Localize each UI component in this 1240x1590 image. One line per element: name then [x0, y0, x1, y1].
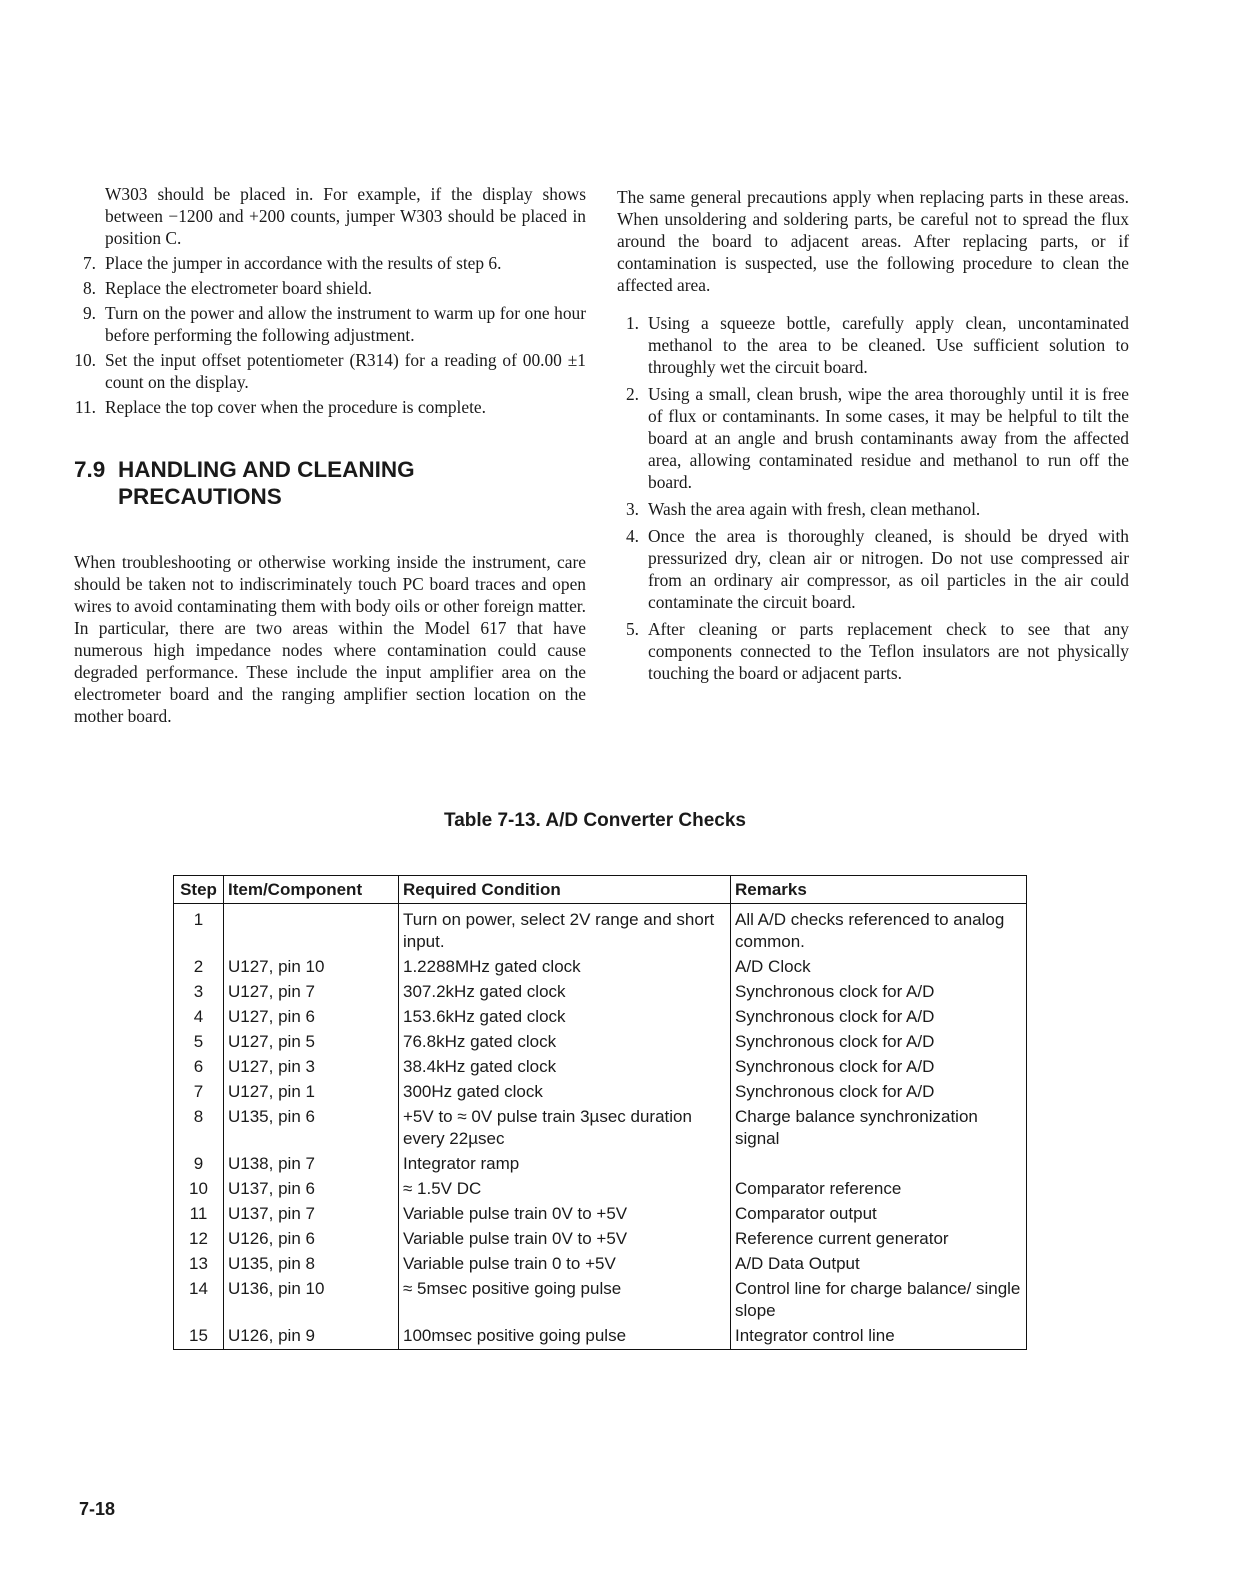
step-text: Using a squeeze bottle, carefully apply clean, uncontaminated methanol to the area to be cleaned. Use sufficient solution to throughly wet the circuit board.	[648, 313, 1129, 377]
remarks-cell: Reference current generator	[731, 1227, 1027, 1252]
step-number: 3.	[625, 499, 639, 519]
component-cell: U137, pin 6	[224, 1177, 399, 1202]
step-cell: 2	[174, 955, 224, 980]
remarks-cell: A/D Clock	[731, 955, 1027, 980]
table-row	[174, 1152, 1027, 1177]
table-row	[174, 1105, 1027, 1152]
condition-cell: Turn on power, select 2V range and short input.	[399, 904, 731, 956]
list-item	[74, 302, 586, 346]
condition-cell: Variable pulse train 0 to +5V	[399, 1252, 731, 1277]
list-item	[617, 498, 1129, 520]
table-row	[174, 1227, 1027, 1252]
step-text: After cleaning or parts replacement check to see that any components connected to the Teflon insulators are not physically touching the board or adjacent parts.	[648, 619, 1129, 683]
step-text: Replace the electrometer board shield.	[105, 278, 373, 298]
step-number: 8.	[82, 278, 96, 298]
table-title: Table 7-13. A/D Converter Checks	[444, 810, 746, 831]
step-cell: 1	[174, 904, 224, 956]
component-cell: U127, pin 1	[224, 1080, 399, 1105]
step-text: Set the input offset potentiometer (R314) for a reading of 00.00 ±1 count on the display.	[105, 350, 586, 392]
table-row	[174, 1030, 1027, 1055]
table-row	[174, 1055, 1027, 1080]
step-cell: 11	[174, 1202, 224, 1227]
left-column	[74, 183, 586, 727]
step-number: 1.	[625, 313, 639, 333]
step-cell: 7	[174, 1080, 224, 1105]
body-paragraph: The same general precautions apply when replacing parts in these areas. When unsoldering and soldering parts, be careful not to spread the flux around the board to adjacent areas. After replacing parts, or if contamination is suspected, use the following procedure to clean the affected area.	[617, 187, 1129, 295]
component-cell: U127, pin 7	[224, 980, 399, 1005]
step-number: 4.	[625, 526, 639, 546]
column-header-remarks: Remarks	[731, 876, 1027, 904]
list-item	[74, 349, 586, 393]
table-row	[174, 1202, 1027, 1227]
section-number: 7.9	[74, 457, 106, 482]
condition-cell: 100msec positive going pulse	[399, 1324, 731, 1350]
list-item	[617, 618, 1129, 684]
table-row	[174, 955, 1027, 980]
step-text: Once the area is thoroughly cleaned, is should be dryed with pressurized dry, clean air or nitrogen. Do not use compressed air from an ordinary air compressor, as oil particles in the air could contaminate the circuit board.	[648, 526, 1129, 612]
page-number: 7-18	[79, 1499, 116, 1519]
condition-cell: ≈ 1.5V DC	[399, 1177, 731, 1202]
step-cell: 14	[174, 1277, 224, 1324]
remarks-cell: Control line for charge balance/ single slope	[731, 1277, 1027, 1324]
section-title-line-2: PRECAUTIONS	[118, 484, 282, 509]
section-title-line-1: HANDLING AND CLEANING	[118, 457, 415, 482]
remarks-cell: Comparator output	[731, 1202, 1027, 1227]
remarks-cell: Integrator control line	[731, 1324, 1027, 1350]
component-cell: U126, pin 9	[224, 1324, 399, 1350]
remarks-cell: A/D Data Output	[731, 1252, 1027, 1277]
step-number: 9.	[82, 303, 96, 323]
list-item	[617, 312, 1129, 378]
component-cell: U127, pin 5	[224, 1030, 399, 1055]
list-item	[74, 396, 586, 418]
step-cell: 12	[174, 1227, 224, 1252]
remarks-cell: Charge balance synchronization signal	[731, 1105, 1027, 1152]
body-paragraph: When troubleshooting or otherwise working inside the instrument, care should be taken not to indiscriminately touch PC board traces and open wires to avoid contaminating them with body oils or other foreign matter. In particular, there are two areas within the Model 617 that have numerous high impedance nodes where contamination could cause degraded performance. These include the input amplifier area on the electrometer board and the ranging amplifier section location on the mother board.	[74, 552, 586, 726]
component-cell: U138, pin 7	[224, 1152, 399, 1177]
component-cell: U127, pin 6	[224, 1005, 399, 1030]
remarks-cell: Synchronous clock for A/D	[731, 1005, 1027, 1030]
section-heading	[74, 456, 586, 510]
condition-cell: 307.2kHz gated clock	[399, 980, 731, 1005]
step-number: 10.	[74, 350, 96, 370]
step-cell: 13	[174, 1252, 224, 1277]
step-cell: 6	[174, 1055, 224, 1080]
component-cell: U135, pin 6	[224, 1105, 399, 1152]
condition-cell: 153.6kHz gated clock	[399, 1005, 731, 1030]
list-item	[617, 383, 1129, 493]
table-row	[174, 1324, 1027, 1350]
condition-cell: 1.2288MHz gated clock	[399, 955, 731, 980]
step-cell: 9	[174, 1152, 224, 1177]
remarks-cell: Synchronous clock for A/D	[731, 1055, 1027, 1080]
remarks-cell: Comparator reference	[731, 1177, 1027, 1202]
ad-converter-checks-table	[173, 875, 1027, 1350]
condition-cell: 38.4kHz gated clock	[399, 1055, 731, 1080]
step-text: Replace the top cover when the procedure is complete.	[105, 397, 486, 417]
list-item	[617, 525, 1129, 613]
step-cell: 8	[174, 1105, 224, 1152]
list-item	[74, 277, 586, 299]
condition-cell: 300Hz gated clock	[399, 1080, 731, 1105]
adjustment-steps	[74, 252, 586, 418]
condition-cell: +5V to ≈ 0V pulse train 3µsec duration every 22µsec	[399, 1105, 731, 1152]
component-cell: U127, pin 3	[224, 1055, 399, 1080]
table-row	[174, 1080, 1027, 1105]
remarks-cell	[731, 1152, 1027, 1177]
step-cell: 5	[174, 1030, 224, 1055]
remarks-cell: Synchronous clock for A/D	[731, 1030, 1027, 1055]
component-cell: U126, pin 6	[224, 1227, 399, 1252]
column-header-required-condition: Required Condition	[399, 876, 731, 904]
list-item	[74, 252, 586, 274]
step-cell: 4	[174, 1005, 224, 1030]
step-text: Wash the area again with fresh, clean methanol.	[648, 499, 981, 519]
column-header-step: Step	[174, 876, 224, 904]
condition-cell: 76.8kHz gated clock	[399, 1030, 731, 1055]
step-number: 2.	[625, 384, 639, 404]
condition-cell: Variable pulse train 0V to +5V	[399, 1202, 731, 1227]
component-cell: U137, pin 7	[224, 1202, 399, 1227]
step-number: 11.	[74, 397, 96, 417]
condition-cell: Integrator ramp	[399, 1152, 731, 1177]
table-row	[174, 1177, 1027, 1202]
table-row	[174, 904, 1027, 956]
table-row	[174, 1277, 1027, 1324]
right-column	[617, 186, 1129, 684]
continued-step-text: W303 should be placed in. For example, if the display shows between −1200 and +200 counts, jumper W303 should be placed in position C.	[105, 184, 586, 248]
table-row	[174, 1252, 1027, 1277]
cleaning-steps	[617, 312, 1129, 684]
remarks-cell: All A/D checks referenced to analog common.	[731, 904, 1027, 956]
step-text: Place the jumper in accordance with the results of step 6.	[105, 253, 502, 273]
step-text: Turn on the power and allow the instrument to warm up for one hour before performing the following adjustment.	[105, 303, 586, 345]
table-row	[174, 980, 1027, 1005]
step-cell: 3	[174, 980, 224, 1005]
step-cell: 15	[174, 1324, 224, 1350]
column-header-item-component: Item/Component	[224, 876, 399, 904]
table-row	[174, 1005, 1027, 1030]
step-text: Using a small, clean brush, wipe the area thoroughly until it is free of flux or contaminants. In some cases, it may be helpful to tilt the board at an angle and brush contaminants away from the affected area, allowing contaminated residue and methanol to run off the board.	[648, 384, 1129, 492]
table-header-row	[174, 876, 1027, 904]
step-cell: 10	[174, 1177, 224, 1202]
step-number: 5.	[625, 619, 639, 639]
step-number: 7.	[82, 253, 96, 273]
condition-cell: ≈ 5msec positive going pulse	[399, 1277, 731, 1324]
component-cell	[224, 904, 399, 956]
remarks-cell: Synchronous clock for A/D	[731, 1080, 1027, 1105]
condition-cell: Variable pulse train 0V to +5V	[399, 1227, 731, 1252]
component-cell: U127, pin 10	[224, 955, 399, 980]
component-cell: U135, pin 8	[224, 1252, 399, 1277]
remarks-cell: Synchronous clock for A/D	[731, 980, 1027, 1005]
component-cell: U136, pin 10	[224, 1277, 399, 1324]
